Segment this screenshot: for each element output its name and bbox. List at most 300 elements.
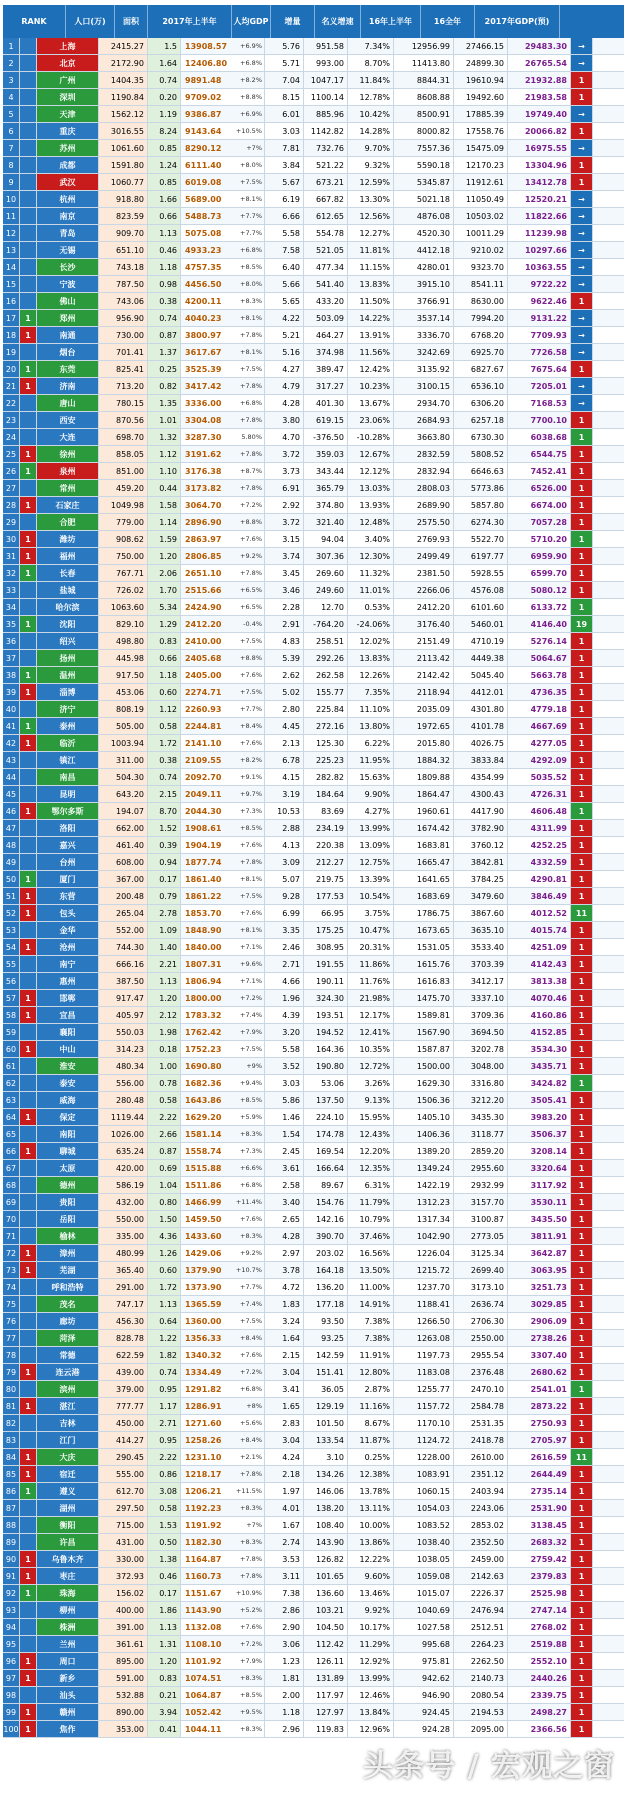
header-h1-2017: 2017年上半年 [148,5,232,38]
rank-change-cell [20,1636,37,1652]
population-cell: 290.45 [99,1449,148,1465]
population-cell: 1060.77 [99,174,148,190]
h1-2016-cell: 7557.36 [394,140,454,156]
h1-2016-cell: 1406.36 [394,1126,454,1142]
h1-growth: +7.5% [240,1045,262,1053]
growth-cell: 14.91% [348,1296,394,1312]
trend-cell: 1 [571,650,593,666]
h1-growth: +7.6% [240,1351,262,1359]
table-row [3,701,624,718]
city-cell: 淄博 [37,684,99,700]
gdp-2017-est-cell: 6959.90 [508,548,571,564]
gdp-2017-est-cell: 4277.05 [508,735,571,751]
increase-cell: 401.30 [304,395,348,411]
area-cell: 1.53 [148,1517,181,1533]
per-capita-cell: 3.04 [265,1432,304,1448]
city-cell: 烟台 [37,344,99,360]
h1-growth: +7.7% [240,705,262,713]
trend-cell: 1 [571,1381,593,1397]
trend-cell: 1 [571,429,593,445]
city-cell: 西安 [37,412,99,428]
h1-growth: +7.4% [240,1011,262,1019]
trend-cell: 1 [571,1262,593,1278]
full-2016-cell: 11050.49 [454,191,508,207]
rank-cell: 71 [3,1228,20,1244]
header-h1-2016: 16年上半年 [361,5,421,38]
city-cell: 成都 [37,157,99,173]
increase-cell: 220.38 [304,837,348,853]
per-capita-cell: 1.46 [265,1109,304,1125]
h1-2017-cell [181,1602,265,1618]
trend-cell: → [571,106,593,122]
rank-change-cell [20,769,37,785]
area-cell: 1.00 [148,1058,181,1074]
per-capita-cell: 5.65 [265,293,304,309]
increase-cell: 262.58 [304,667,348,683]
h1-growth: +7.3% [240,1147,262,1155]
h1-growth: +9.2% [240,552,262,560]
h1-value: 1151.67 [185,1588,222,1598]
h1-value: 5689.00 [185,194,222,204]
population-cell: 552.00 [99,922,148,938]
h1-growth: +7.1% [240,943,262,951]
h1-2017-cell [181,667,265,683]
table-row [3,327,624,344]
city-cell: 金华 [37,922,99,938]
trend-cell: → [571,259,593,275]
population-cell: 450.00 [99,1415,148,1431]
h1-value: 1807.31 [185,959,222,969]
growth-cell: 12.20% [348,1143,394,1159]
increase-cell: 164.18 [304,1262,348,1278]
growth-cell: 11.79% [348,1194,394,1210]
table-row [3,718,624,735]
growth-cell: 9.32% [348,157,394,173]
growth-cell: 0.25% [348,1449,394,1465]
growth-cell: 7.38% [348,1330,394,1346]
growth-cell: 12.30% [348,548,394,564]
rank-change-cell [20,225,37,241]
h1-2016-cell: 1038.40 [394,1534,454,1550]
h1-2016-cell: 1405.10 [394,1109,454,1125]
rank-change-cell [20,1177,37,1193]
per-capita-cell: 5.86 [265,1092,304,1108]
area-cell: 0.39 [148,837,181,853]
trend-cell: 1 [571,752,593,768]
city-cell: 保定 [37,1109,99,1125]
trend-cell: 1 [571,1670,593,1686]
city-cell: 廊坊 [37,1313,99,1329]
gdp-2017-est-cell: 3811.91 [508,1228,571,1244]
full-2016-cell: 2610.00 [454,1449,508,1465]
table-row [3,939,624,956]
gdp-2017-est-cell: 2735.14 [508,1483,571,1499]
increase-cell: 89.67 [304,1177,348,1193]
full-2016-cell: 19492.60 [454,89,508,105]
trend-cell: 1 [571,1517,593,1533]
increase-cell: 554.78 [304,225,348,241]
full-2016-cell: 2706.30 [454,1313,508,1329]
trend-cell: → [571,378,593,394]
table-row [3,769,624,786]
rank-change-cell: 1 [20,888,37,904]
h1-value: 1340.32 [185,1350,222,1360]
increase-cell: 3.10 [304,1449,348,1465]
city-cell: 芜湖 [37,1262,99,1278]
population-cell: 414.27 [99,1432,148,1448]
area-cell: 1.59 [148,531,181,547]
table-row [3,599,624,616]
table-row [3,174,624,191]
h1-growth: +8% [246,1402,262,1410]
rank-change-cell [20,1092,37,1108]
table-row [3,1296,624,1313]
h1-growth: +7.8% [240,331,262,339]
h1-2016-cell: 2381.50 [394,565,454,581]
h1-2016-cell: 1589.81 [394,1007,454,1023]
table-row [3,497,624,514]
h1-2016-cell: 4412.18 [394,242,454,258]
city-cell: 枣庄 [37,1568,99,1584]
gdp-2017-est-cell: 6526.00 [508,480,571,496]
per-capita-cell: 4.24 [265,1449,304,1465]
h1-growth: +7.8% [240,382,262,390]
h1-value: 5488.73 [185,211,222,221]
city-cell: 漳州 [37,1245,99,1261]
city-cell: 嘉兴 [37,837,99,853]
h1-2016-cell: 1170.10 [394,1415,454,1431]
rank-cell: 25 [3,446,20,462]
table-row [3,446,624,463]
table-row [3,344,624,361]
gdp-2017-est-cell: 4726.31 [508,786,571,802]
per-capita-cell: 7.38 [265,1585,304,1601]
full-2016-cell: 5857.80 [454,497,508,513]
gdp-2017-est-cell: 10297.66 [508,242,571,258]
city-cell: 佛山 [37,293,99,309]
per-capita-cell: 5.58 [265,225,304,241]
increase-cell: 1100.14 [304,89,348,105]
trend-cell: 1 [571,1160,593,1176]
h1-value: 1052.42 [185,1707,222,1717]
trend-cell: 1 [571,956,593,972]
city-cell: 贵阳 [37,1194,99,1210]
per-capita-cell: 4.70 [265,429,304,445]
gdp-2017-est-cell: 3435.71 [508,1058,571,1074]
area-cell: 2.78 [148,905,181,921]
trend-cell: 1 [571,1007,593,1023]
h1-2016-cell: 2118.94 [394,684,454,700]
h1-2017-cell [181,446,265,462]
population-cell: 743.18 [99,259,148,275]
h1-2017-cell [181,361,265,377]
h1-growth: +8.1% [240,875,262,883]
city-cell: 周口 [37,1653,99,1669]
h1-growth: +8.3% [240,1674,262,1682]
trend-cell: → [571,395,593,411]
gdp-2017-est-cell: 4146.40 [508,616,571,632]
area-cell: 1.13 [148,973,181,989]
area-cell: 0.74 [148,310,181,326]
trend-cell: 1 [571,1704,593,1720]
trend-cell: 1 [571,633,593,649]
rank-cell: 10 [3,191,20,207]
population-cell: 1063.60 [99,599,148,615]
city-cell: 宿迁 [37,1466,99,1482]
per-capita-cell: 3.72 [265,514,304,530]
growth-cell: 10.17% [348,1619,394,1635]
city-cell: 襄阳 [37,1024,99,1040]
h1-2017-cell [181,1007,265,1023]
gdp-2017-est-cell: 3506.37 [508,1126,571,1142]
h1-growth: +8.3% [240,1130,262,1138]
per-capita-cell: 3.09 [265,854,304,870]
h1-value: 1064.87 [185,1690,222,1700]
h1-growth: +6.9% [240,110,262,118]
h1-2016-cell: 1188.41 [394,1296,454,1312]
area-cell: 1.32 [148,429,181,445]
per-capita-cell: 6.66 [265,208,304,224]
area-cell: 1.22 [148,1330,181,1346]
gdp-2017-est-cell: 2738.26 [508,1330,571,1346]
rank-cell: 79 [3,1364,20,1380]
table-row [3,1228,624,1245]
gdp-2017-est-cell: 3307.40 [508,1347,571,1363]
rank-change-cell [20,1211,37,1227]
h1-2017-cell [181,1296,265,1312]
h1-2016-cell: 1809.88 [394,769,454,785]
city-cell: 泰安 [37,1075,99,1091]
h1-value: 5075.08 [185,228,222,238]
rank-cell: 99 [3,1704,20,1720]
population-cell: 504.30 [99,769,148,785]
rank-cell: 73 [3,1262,20,1278]
rank-change-cell: 1 [20,939,37,955]
area-cell: 0.21 [148,1687,181,1703]
full-2016-cell: 17885.39 [454,106,508,122]
area-cell: 1.50 [148,1211,181,1227]
population-cell: 400.00 [99,1602,148,1618]
population-cell: 3016.55 [99,123,148,139]
city-cell: 扬州 [37,650,99,666]
full-2016-cell: 3048.00 [454,1058,508,1074]
trend-cell: 11 [571,905,593,921]
trend-cell: 1 [571,973,593,989]
gdp-2017-est-cell: 12520.21 [508,191,571,207]
increase-cell: 234.19 [304,820,348,836]
trend-cell: → [571,191,593,207]
full-2016-cell: 4576.08 [454,582,508,598]
per-capita-cell: 3.15 [265,531,304,547]
h1-value: 1356.33 [185,1333,222,1343]
h1-growth: +8.3% [240,1538,262,1546]
population-cell: 532.88 [99,1687,148,1703]
full-2016-cell: 2773.05 [454,1228,508,1244]
h1-growth: +9.6% [240,960,262,968]
per-capita-cell: 3.74 [265,548,304,564]
population-cell: 432.00 [99,1194,148,1210]
increase-cell: 66.95 [304,905,348,921]
h1-2016-cell: 1864.47 [394,786,454,802]
city-cell: 重庆 [37,123,99,139]
h1-growth: 5.80% [241,433,262,441]
h1-2017-cell [181,888,265,904]
h1-2017-cell [181,633,265,649]
rank-change-cell [20,1500,37,1516]
city-cell: 呼和浩特 [37,1279,99,1295]
increase-cell: 155.77 [304,684,348,700]
h1-2016-cell: 1475.70 [394,990,454,1006]
table-row [3,1211,624,1228]
city-cell: 聊城 [37,1143,99,1159]
rank-change-cell [20,786,37,802]
table-row [3,854,624,871]
h1-growth: +5.9% [240,1113,262,1121]
rank-change-cell [20,922,37,938]
h1-value: 1840.00 [185,942,222,952]
population-cell: 555.00 [99,1466,148,1482]
full-2016-cell: 4354.99 [454,769,508,785]
h1-value: 1191.92 [185,1520,222,1530]
full-2016-cell: 2080.54 [454,1687,508,1703]
rank-change-cell [20,140,37,156]
h1-2017-cell [181,1228,265,1244]
trend-cell: 1 [571,582,593,598]
watermark: 头条号 / 宏观之窗 [363,1749,615,1784]
per-capita-cell: 4.83 [265,633,304,649]
full-2016-cell: 5808.52 [454,446,508,462]
h1-value: 2405.68 [185,653,222,663]
trend-cell: 1 [571,939,593,955]
increase-cell: 104.50 [304,1619,348,1635]
h1-growth: +5.6% [240,1419,262,1427]
per-capita-cell: 5.66 [265,276,304,292]
rank-change-cell [20,1415,37,1431]
h1-2017-cell [181,1024,265,1040]
population-cell: 779.00 [99,514,148,530]
population-cell: 353.00 [99,1721,148,1737]
h1-2017-cell [181,157,265,173]
increase-cell: 194.52 [304,1024,348,1040]
gdp-2017-est-cell: 2525.98 [508,1585,571,1601]
area-cell: 1.72 [148,735,181,751]
rank-cell: 75 [3,1296,20,1312]
rank-change-cell [20,837,37,853]
city-cell: 常德 [37,1347,99,1363]
gdp-2017-est-cell: 3138.45 [508,1517,571,1533]
trend-cell: → [571,242,593,258]
table-row [3,1398,624,1415]
area-cell: 0.41 [148,1721,181,1737]
h1-value: 2806.85 [185,551,222,561]
h1-value: 2405.00 [185,670,222,680]
rank-change-cell [20,1534,37,1550]
gdp-2017-est-cell: 7452.41 [508,463,571,479]
population-cell: 498.80 [99,633,148,649]
h1-value: 2410.00 [185,636,222,646]
h1-growth: +7.5% [240,365,262,373]
h1-value: 6111.40 [185,160,222,170]
rank-cell: 56 [3,973,20,989]
full-2016-cell: 15475.09 [454,140,508,156]
growth-cell: 13.46% [348,1585,394,1601]
rank-change-cell: 1 [20,361,37,377]
h1-2017-cell [181,1432,265,1448]
growth-cell: 11.16% [348,1398,394,1414]
per-capita-cell: 3.19 [265,786,304,802]
growth-cell: 10.79% [348,1211,394,1227]
increase-cell: 93.50 [304,1313,348,1329]
h1-2016-cell: 1263.08 [394,1330,454,1346]
growth-cell: 12.72% [348,1058,394,1074]
rank-cell: 48 [3,837,20,853]
rank-change-cell: 1 [20,803,37,819]
h1-2017-cell [181,327,265,343]
population-cell: 715.00 [99,1517,148,1533]
h1-2017-cell [181,650,265,666]
table-row [3,140,624,157]
rank-cell: 22 [3,395,20,411]
population-cell: 461.40 [99,837,148,853]
increase-cell: 137.50 [304,1092,348,1108]
area-cell: 1.38 [148,1551,181,1567]
h1-2016-cell: 1027.58 [394,1619,454,1635]
increase-cell: 94.04 [304,531,348,547]
rank-change-cell [20,429,37,445]
city-cell: 菏泽 [37,1330,99,1346]
h1-2017-cell [181,293,265,309]
per-capita-cell: 1.23 [265,1653,304,1669]
h1-value: 1258.26 [185,1435,222,1445]
full-2016-cell: 9323.70 [454,259,508,275]
area-cell: 1.72 [148,1279,181,1295]
rank-change-cell [20,157,37,173]
city-cell: 苏州 [37,140,99,156]
gdp-2017-est-cell: 6544.75 [508,446,571,462]
full-2016-cell: 2142.63 [454,1568,508,1584]
rank-change-cell [20,395,37,411]
gdp-2017-est-cell: 11239.98 [508,225,571,241]
population-cell: 851.00 [99,463,148,479]
area-cell: 0.20 [148,89,181,105]
table-row [3,361,624,378]
growth-cell: 11.56% [348,344,394,360]
h1-value: 3617.67 [185,347,222,357]
rank-cell: 35 [3,616,20,632]
table-row [3,293,624,310]
city-cell: 温州 [37,667,99,683]
h1-2017-cell [181,412,265,428]
rank-cell: 12 [3,225,20,241]
gdp-2017-est-cell: 4160.86 [508,1007,571,1023]
h1-2017-cell [181,1194,265,1210]
h1-2017-cell [181,1143,265,1159]
per-capita-cell: 3.52 [265,1058,304,1074]
gdp-2017-est-cell: 4251.09 [508,939,571,955]
growth-cell: 9.90% [348,786,394,802]
increase-cell: 619.15 [304,412,348,428]
gdp-2017-est-cell: 6674.00 [508,497,571,513]
rank-cell: 1 [3,38,20,54]
population-cell: 194.07 [99,803,148,819]
gdp-2017-est-cell: 2379.83 [508,1568,571,1584]
h1-2016-cell: 1629.30 [394,1075,454,1091]
city-cell: 镇江 [37,752,99,768]
table-row [3,1568,624,1585]
population-cell: 890.00 [99,1704,148,1720]
rank-cell: 64 [3,1109,20,1125]
h1-growth: +7.2% [240,994,262,1002]
